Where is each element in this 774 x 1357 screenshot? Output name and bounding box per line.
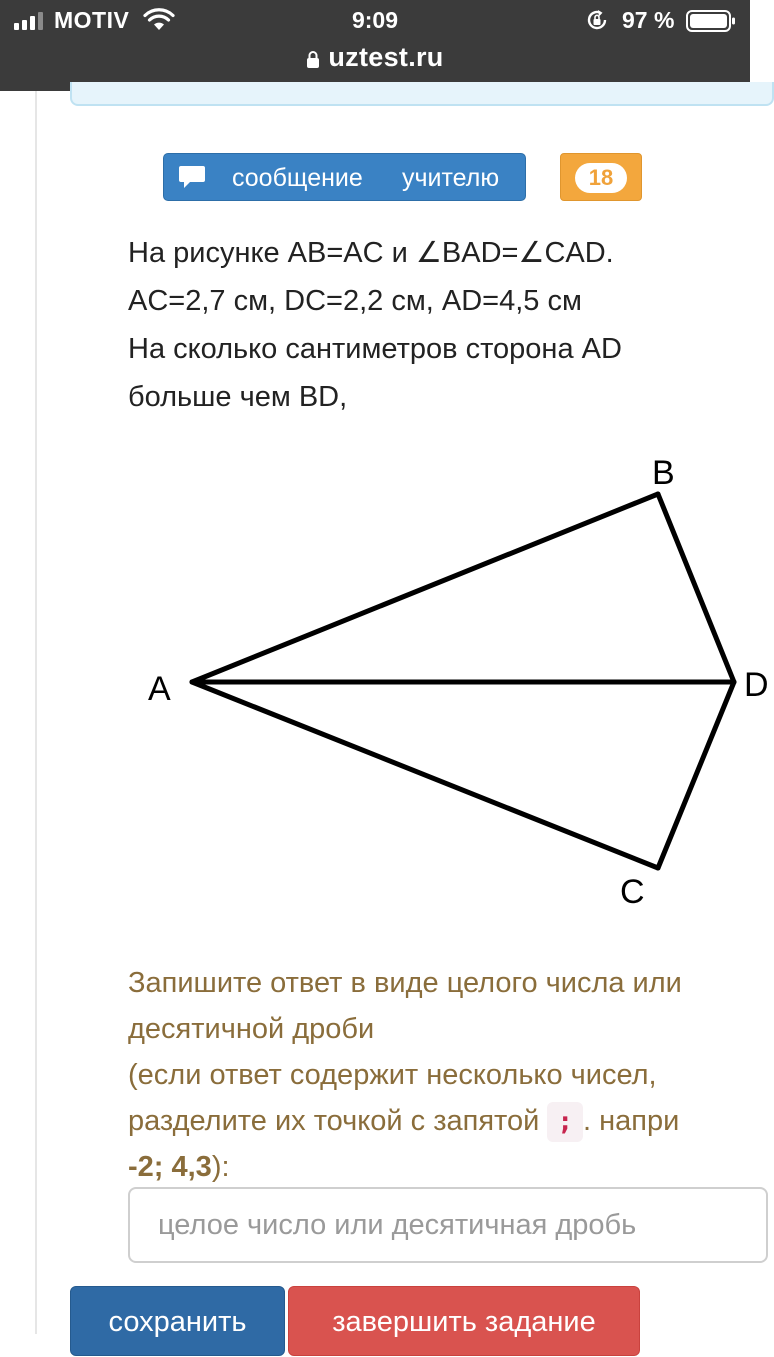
previous-panel-edge [70, 82, 774, 106]
vertex-label-b: B [652, 454, 675, 492]
hint-text: разделите их точкой с запятой [128, 1105, 540, 1137]
vertex-label-c: C [620, 873, 645, 911]
vertex-label-a: A [148, 670, 171, 708]
padlock-icon [306, 50, 320, 68]
example-value: -2; 4,3 [128, 1151, 212, 1183]
battery-icon [686, 10, 736, 32]
question-line: На сколько сантиметров сторона AD [128, 333, 622, 365]
chat-bubble-icon [178, 165, 206, 191]
orientation-lock-icon [585, 8, 609, 32]
message-button-label: сообщение [232, 164, 363, 192]
question-line: AC=2,7 см, DC=2,2 см, AD=4,5 см [128, 285, 582, 317]
hint-line: (если ответ содержит несколько чисел, [128, 1059, 657, 1091]
hint-text: ): [211, 1151, 230, 1183]
hint-line: Запишите ответ в виде целого числа или [128, 967, 682, 999]
counter-badge: 18 [575, 163, 627, 193]
message-button-label-2: учителю [402, 164, 500, 192]
counter-button[interactable] [560, 153, 642, 201]
hint-line [128, 1098, 682, 1144]
battery-percent: 97 % [622, 7, 675, 33]
question-text [128, 229, 622, 421]
answer-hint [128, 960, 682, 1190]
status-bar [0, 0, 750, 40]
message-teacher-button[interactable] [163, 153, 526, 201]
carrier-name: MOTIV [54, 7, 130, 33]
triangle-figure [140, 448, 769, 918]
clock: 9:09 [351, 7, 399, 33]
url-text: uztest.ru [328, 42, 444, 72]
hint-text: . напри [583, 1105, 680, 1137]
separator-code: ; [547, 1102, 583, 1142]
content-border [35, 91, 37, 1334]
question-line: На рисунке AB=AC и ∠BAD=∠CAD. [128, 237, 614, 269]
address-bar[interactable] [0, 42, 750, 82]
question-line: больше чем BD, [128, 381, 348, 413]
hint-line [128, 1144, 682, 1190]
save-button[interactable]: сохранить [70, 1286, 285, 1356]
answer-input[interactable] [128, 1187, 768, 1263]
finish-task-button[interactable]: завершить задание [288, 1286, 640, 1356]
vertex-label-d: D [744, 666, 769, 704]
browser-chrome [0, 0, 750, 91]
hint-line: десятичной дроби [128, 1013, 375, 1045]
